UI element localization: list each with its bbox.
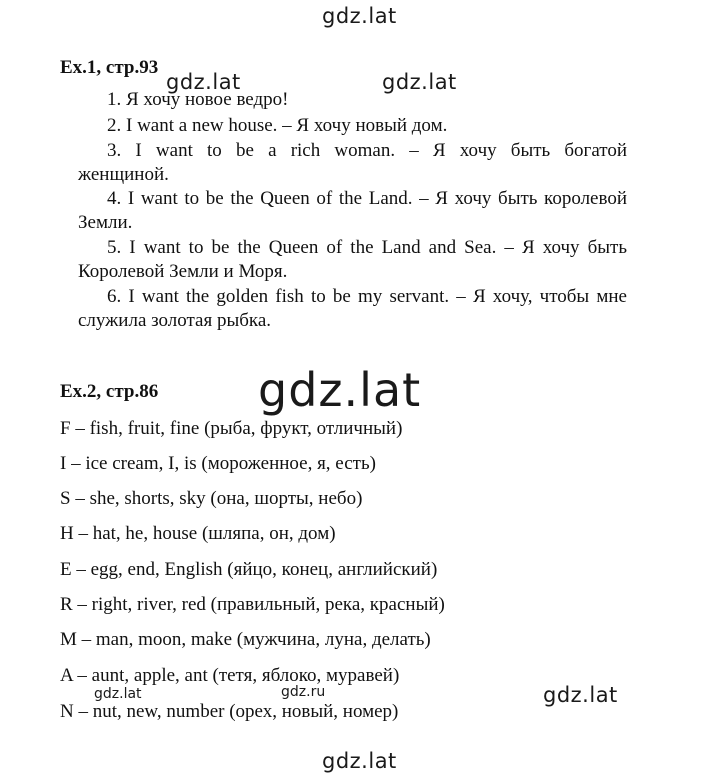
- ex1-line-6: [107, 286, 627, 308]
- ex1-line-2: 2. I want a new house. – Я хочу новый дом.: [107, 115, 448, 136]
- ex2-line-r: R – right, river, red (правильный, река, красный): [60, 594, 445, 615]
- watermark-right-lower: gdz.lat: [543, 683, 618, 707]
- ex1-line-3: [107, 140, 627, 162]
- ex1-line-6-text: 6. I want the golden fish to be my servant. – Я хочу, чтобы мне: [107, 286, 627, 307]
- watermark-small-center: gdz.ru: [281, 684, 326, 700]
- ex2-line-f: F – fish, fruit, fine (рыба, фрукт, отличный): [60, 418, 403, 439]
- ex1-line-5: [107, 237, 627, 259]
- ex1-line-1: 1. Я хочу новое ведро!: [107, 89, 289, 110]
- watermark-large: gdz.lat: [258, 363, 422, 417]
- ex2-line-e: E – egg, end, English (яйцо, конец, английский): [60, 559, 438, 580]
- ex1-line-4: [107, 188, 627, 210]
- ex2-line-a: A – aunt, apple, ant (тетя, яблоко, муравей): [60, 665, 400, 686]
- ex1-line-4-cont: Земли.: [78, 212, 133, 233]
- ex1-line-5-text: 5. I want to be the Queen of the Land and Sea. – Я хочу быть: [107, 237, 627, 258]
- ex2-line-n: N – nut, new, number (орех, новый, номер): [60, 701, 399, 722]
- ex1-line-3-text: 3. I want to be a rich woman. – Я хочу быть богатой: [107, 140, 627, 161]
- ex2-line-i: I – ice cream, I, is (мороженное, я, есть): [60, 453, 376, 474]
- watermark-bottom: gdz.lat: [322, 749, 397, 773]
- ex1-line-4-text: 4. I want to be the Queen of the Land. – Я хочу быть королевой: [107, 188, 627, 209]
- watermark-right: gdz.lat: [382, 70, 457, 94]
- ex1-heading: Ex.1, стр.93: [60, 57, 159, 78]
- watermark-small-left: gdz.lat: [94, 686, 142, 702]
- ex1-line-6-cont: служила золотая рыбка.: [78, 310, 272, 331]
- ex2-line-s: S – she, shorts, sky (она, шорты, небо): [60, 488, 363, 509]
- ex2-heading: Ex.2, стр.86: [60, 381, 159, 402]
- ex1-line-5-cont: Королевой Земли и Моря.: [78, 261, 288, 282]
- ex2-line-m: M – man, moon, make (мужчина, луна, делать): [60, 629, 431, 650]
- watermark-left: gdz.lat: [166, 70, 241, 94]
- ex1-line-3-cont: женщиной.: [78, 164, 169, 185]
- watermark-top: gdz.lat: [322, 4, 397, 28]
- ex2-line-h: H – hat, he, house (шляпа, он, дом): [60, 523, 336, 544]
